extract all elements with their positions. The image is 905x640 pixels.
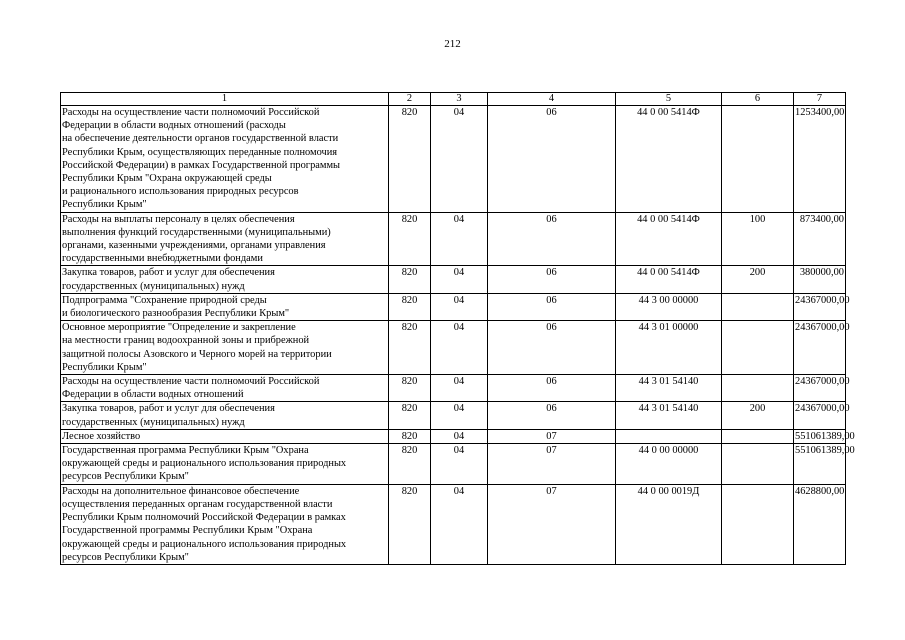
target-article-cell: 44 0 00 5414Ф bbox=[616, 106, 722, 213]
target-article-cell: 44 3 01 54140 bbox=[616, 375, 722, 402]
row-name-line: на обеспечение деятельности органов государственной власти bbox=[62, 133, 339, 145]
row-name-line: Республики Крым" bbox=[62, 199, 147, 211]
amount-cell: 551061389,00 bbox=[794, 444, 846, 485]
row-name-line: Республики Крым, осуществляющих переданные полномочия bbox=[62, 146, 338, 158]
ministry-code-cell: 820 bbox=[389, 429, 431, 443]
expense-type-cell bbox=[722, 106, 794, 213]
section-code-cell: 04 bbox=[431, 375, 488, 402]
column-header: 7 bbox=[794, 93, 846, 106]
section-code-cell: 04 bbox=[431, 444, 488, 485]
row-name-line: Российской Федерации) в рамках Государственной программы bbox=[62, 159, 341, 171]
expense-type-cell bbox=[722, 444, 794, 485]
table-row bbox=[61, 321, 846, 375]
expense-type-cell: 200 bbox=[722, 402, 794, 429]
subsection-code-cell: 06 bbox=[488, 266, 616, 293]
page-number: 212 bbox=[444, 38, 461, 50]
row-name-line: Расходы на выплаты персоналу в целях обеспечения bbox=[62, 213, 295, 225]
ministry-code-cell: 820 bbox=[389, 375, 431, 402]
subsection-code-cell: 07 bbox=[488, 444, 616, 485]
subsection-code-cell: 06 bbox=[488, 375, 616, 402]
ministry-code-cell: 820 bbox=[389, 106, 431, 213]
section-code-cell: 04 bbox=[431, 106, 488, 213]
column-header: 1 bbox=[61, 93, 389, 106]
section-code-cell: 04 bbox=[431, 429, 488, 443]
row-name-cell bbox=[61, 444, 389, 485]
row-name-line: осуществления переданных органам государственной власти bbox=[62, 498, 333, 510]
row-name-cell bbox=[61, 484, 389, 564]
row-name-cell bbox=[61, 293, 389, 320]
ministry-code-cell: 820 bbox=[389, 402, 431, 429]
target-article-cell: 44 3 01 00000 bbox=[616, 321, 722, 375]
column-header: 2 bbox=[389, 93, 431, 106]
row-name-cell bbox=[61, 321, 389, 375]
ministry-code-cell: 820 bbox=[389, 212, 431, 266]
target-article-cell: 44 0 00 0019Д bbox=[616, 484, 722, 564]
table-row bbox=[61, 429, 846, 443]
row-name-line: Закупка товаров, работ и услуг для обеспечения bbox=[62, 267, 275, 279]
row-name-line: Лесное хозяйство bbox=[62, 430, 141, 442]
amount-cell: 873400,00 bbox=[794, 212, 846, 266]
subsection-code-cell: 06 bbox=[488, 106, 616, 213]
amount-cell: 4628800,00 bbox=[794, 484, 846, 564]
row-name-line: Республики Крым полномочий Российской Федерации в рамках bbox=[62, 512, 346, 524]
row-name-line: Основное мероприятие "Определение и закрепление bbox=[62, 322, 296, 334]
amount-cell: 24367000,00 bbox=[794, 375, 846, 402]
header-row bbox=[61, 93, 846, 106]
budget-table bbox=[60, 92, 855, 565]
row-name-cell bbox=[61, 429, 389, 443]
target-article-cell: 44 3 00 00000 bbox=[616, 293, 722, 320]
row-name-line: Федерации в области водных отношений bbox=[62, 389, 244, 401]
row-name-line: Федерации в области водных отношений (расходы bbox=[62, 120, 286, 132]
ministry-code-cell: 820 bbox=[389, 444, 431, 485]
expense-type-cell: 200 bbox=[722, 266, 794, 293]
subsection-code-cell: 06 bbox=[488, 212, 616, 266]
expense-type-cell bbox=[722, 375, 794, 402]
row-name-line: и рационального использования природных ресурсов bbox=[62, 186, 299, 198]
expense-type-cell bbox=[722, 429, 794, 443]
row-name-cell bbox=[61, 402, 389, 429]
row-name-line: ресурсов Республики Крым" bbox=[62, 471, 189, 483]
row-name-line: государственных (муниципальных) нужд bbox=[62, 280, 245, 292]
amount-cell: 24367000,00 bbox=[794, 321, 846, 375]
row-name-line: окружающей среды и рационального использования природных bbox=[62, 458, 347, 470]
column-header: 6 bbox=[722, 93, 794, 106]
row-name-line: Расходы на дополнительное финансовое обеспечение bbox=[62, 485, 300, 497]
row-name-line: органами, казенными учреждениями, органами управления bbox=[62, 240, 326, 252]
section-code-cell: 04 bbox=[431, 321, 488, 375]
ministry-code-cell: 820 bbox=[389, 484, 431, 564]
expense-type-cell bbox=[722, 484, 794, 564]
row-name-line: на местности границ водоохранной зоны и прибрежной bbox=[62, 335, 310, 347]
row-name-line: Республики Крым" bbox=[62, 361, 147, 373]
amount-cell: 551061389,00 bbox=[795, 430, 855, 442]
table-row bbox=[61, 375, 846, 402]
section-code-cell: 04 bbox=[431, 293, 488, 320]
subsection-code-cell: 06 bbox=[488, 293, 616, 320]
row-name-line: Государственная программа Республики Крым "Охрана bbox=[62, 445, 309, 457]
amount-cell: 380000,00 bbox=[794, 266, 846, 293]
row-name-line: государственных (муниципальных) нужд bbox=[62, 416, 245, 428]
section-code-cell: 04 bbox=[431, 484, 488, 564]
expense-type-cell bbox=[722, 293, 794, 320]
row-name-cell bbox=[61, 266, 389, 293]
amount-cell: 24367000,00 bbox=[794, 402, 846, 429]
ministry-code-cell: 820 bbox=[389, 293, 431, 320]
target-article-cell: 44 3 01 54140 bbox=[616, 402, 722, 429]
row-name-line: Расходы на осуществление части полномочий Российской bbox=[62, 376, 320, 388]
row-name-line: Республики Крым "Охрана окружающей среды bbox=[62, 173, 272, 185]
target-article-cell: 44 0 00 00000 bbox=[616, 444, 722, 485]
column-header: 4 bbox=[488, 93, 616, 106]
row-name-line: Расходы на осуществление части полномочий Российской bbox=[62, 107, 320, 118]
table-row bbox=[61, 484, 846, 564]
row-name-cell bbox=[61, 106, 389, 213]
subsection-code-cell: 07 bbox=[488, 484, 616, 564]
section-code-cell: 04 bbox=[431, 266, 488, 293]
row-name-line: ресурсов Республики Крым" bbox=[62, 551, 189, 563]
table-row bbox=[61, 444, 846, 485]
target-article-cell: 44 0 00 5414Ф bbox=[616, 212, 722, 266]
table-row bbox=[61, 212, 846, 266]
subsection-code-cell: 06 bbox=[488, 402, 616, 429]
ministry-code-cell: 820 bbox=[389, 266, 431, 293]
amount-cell: 1253400,00 bbox=[794, 106, 846, 213]
column-header: 3 bbox=[431, 93, 488, 106]
amount-cell: 24367000,00 bbox=[794, 293, 846, 320]
table-row bbox=[61, 106, 846, 213]
row-name-cell bbox=[61, 375, 389, 402]
column-header: 5 bbox=[616, 93, 722, 106]
subsection-code-cell: 06 bbox=[488, 321, 616, 375]
row-name-line: Государственной программы Республики Крым "Охрана bbox=[62, 525, 313, 537]
row-name-line: защитной полосы Азовского и Черного морей на территории bbox=[62, 348, 332, 360]
row-name-cell bbox=[61, 212, 389, 266]
subsection-code-cell: 07 bbox=[488, 429, 616, 443]
target-article-cell: 44 0 00 5414Ф bbox=[616, 266, 722, 293]
section-code-cell: 04 bbox=[431, 402, 488, 429]
table-row bbox=[61, 293, 846, 320]
row-name-line: окружающей среды и рационального использования природных bbox=[62, 538, 347, 550]
section-code-cell: 04 bbox=[431, 212, 488, 266]
row-name-line: выполнения функций государственными (муниципальными) bbox=[62, 226, 331, 238]
table-row bbox=[61, 402, 846, 429]
ministry-code-cell: 820 bbox=[389, 321, 431, 375]
row-name-line: и биологического разнообразия Республики Крым" bbox=[62, 308, 290, 320]
row-name-line: государственными внебюджетными фондами bbox=[62, 253, 263, 265]
expense-type-cell bbox=[722, 321, 794, 375]
table-row bbox=[61, 266, 846, 293]
expense-type-cell: 100 bbox=[722, 212, 794, 266]
row-name-line: Подпрограмма "Сохранение природной среды bbox=[62, 294, 267, 306]
row-name-line: Закупка товаров, работ и услуг для обеспечения bbox=[62, 403, 275, 415]
target-article-cell bbox=[616, 429, 722, 443]
